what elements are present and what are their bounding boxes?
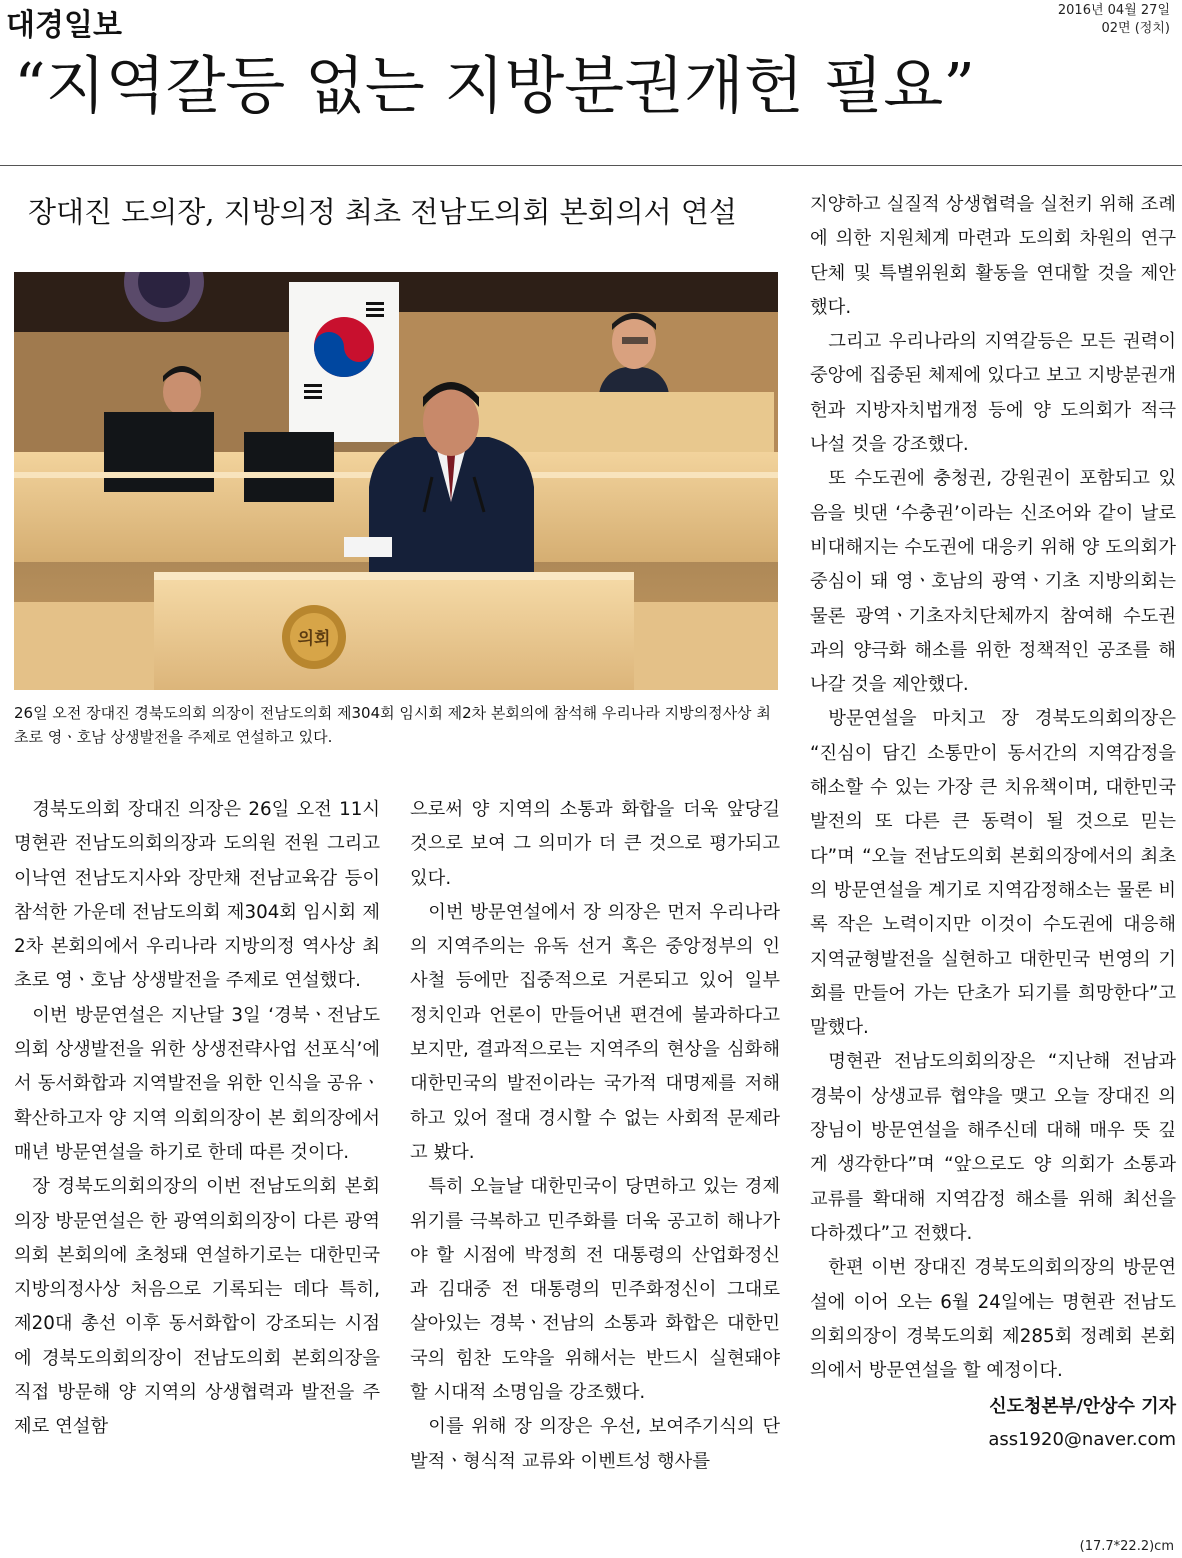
paragraph: 한편 이번 장대진 경북도의회의장의 방문연설에 이어 오는 6월 24일에는 명현관 전남도의회의장이 경북도의회 제285회 정례회 본회의에서 방문연설을 할 예정이다. xyxy=(810,1257,1176,1382)
paragraph: 방문연설을 마치고 장 경북도의회의장은 “진심이 담긴 소통만이 동서간의 지역감정을 해소할 수 있는 가장 큰 치유책이며, 대한민국 발전의 또 다른 큰 동력이 될 것으로 믿는다”며 “오늘 전남도의회 본회의장에서의 최초의 방문연설을 계기로 지역감정해소는 물론 비록 작은 노력이지만 이것이 수도권에 대응해 지역균형발전을 실현하고 대한민국 번영의 기회를 만들어 가는 단초가 되기를 희망한다”고 말했다. xyxy=(810,708,1176,1039)
paragraph-continued: 으로써 양 지역의 소통과 화합을 더욱 앞당길 것으로 보여 그 의미가 더 큰 것으로 평가되고 있다. xyxy=(410,799,780,889)
podium xyxy=(154,572,634,690)
council-emblem xyxy=(282,605,346,669)
paragraph: 이번 방문연설은 지난달 3일 ‘경북ㆍ전남도의회 상생발전을 위한 상생전략사업 선포식’에서 동서화합과 지역발전을 위한 인식을 공유ㆍ확산하고자 양 지역 의회의장이 본 회의장에서 매년 방문연설을 하기로 한데 따른 것이다. xyxy=(14,1004,380,1163)
photo-illustration xyxy=(14,272,778,690)
article-column-2 xyxy=(410,793,780,1479)
paragraph: 이번 방문연설에서 장 의장은 먼저 우리나라의 지역주의는 유독 선거 혹은 중앙정부의 인사철 등에만 집중적으로 거론되고 있어 일부 정치인과 언론이 만들어낸 편견에 불과하다고 보지만, 결과적으로는 지역주의 현상을 심화해 대한민국의 발전이라는 국가적 대명제를 저해하고 있어 절대 경시할 수 없는 사회적 문제라고 봤다. xyxy=(410,901,780,1163)
clipping-size: (17.7*22.2)cm xyxy=(1079,1539,1174,1554)
paragraph: 이를 위해 장 의장은 우선, 보여주기식의 단발적ㆍ형식적 교류와 이벤트성 행사를 xyxy=(410,1416,780,1472)
paragraph: 그리고 우리나라의 지역갈등은 모든 권력이 중앙에 집중된 체제에 있다고 보고 지방분권개헌과 지방자치법개정 등에 양 도의회가 적극 나설 것을 강조했다. xyxy=(810,331,1176,456)
paragraph: 장 경북도의회의장의 이번 전남도의회 본회의장 방문연설은 한 광역의회의장이 다른 광역의회 본회의에 초청돼 연설하기로는 대한민국 지방의정사상 처음으로 기록되는 데다 특히, 제20대 총선 이후 동서화합이 강조되는 시점에 경북도의회의장이 전남도의회 본회의장을 직접 방문해 양 지역의 상생협력과 발전을 주제로 연설함 xyxy=(14,1176,380,1438)
reporter-email[interactable]: ass1920@naver.com xyxy=(988,1428,1176,1450)
photo-caption: 26일 오전 장대진 경북도의회 의장이 전남도의회 제304회 임시회 제2차 본회의에 참석해 우리나라 지방의정사상 최초로 영ㆍ호남 상생발전을 주제로 연설하고 있다. xyxy=(14,704,771,746)
paragraph-continued: 지양하고 실질적 상생협력을 실천키 위해 조례에 의한 지원체계 마련과 도의회 차원의 연구단체 및 특별위원회 활동을 연대할 것을 제안했다. xyxy=(810,194,1176,318)
issue-date: 2016년 04월 27일 xyxy=(1057,3,1170,18)
paragraph: 경북도의회 장대진 의장은 26일 오전 11시 명현관 전남도의회의장과 도의원 전원 그리고 이낙연 전남도지사와 장만채 전남교육감 등이 참석한 가운데 전남도의회 제304회 임시회 제2차 본회의에서 우리나라 지방의정 역사상 최초로 영ㆍ호남 상생발전을 주제로 연설했다. xyxy=(14,799,380,992)
dateline xyxy=(1058,2,1170,38)
page-section: 02면 (정치) xyxy=(1101,21,1170,36)
paragraph: 명현관 전남도의회의장은 “지난해 전남과 경북이 상생교류 협약을 맺고 오늘 장대진 의장님이 방문연설을 해주신데 대해 매우 뜻 깊게 생각한다”며 “앞으로도 양 의회가 소통과 교류를 확대해 지역감정 해소를 위해 최선을 다하겠다”고 전했다. xyxy=(810,1051,1176,1244)
headline: “지역갈등 없는 지방분권개헌 필요” xyxy=(14,49,976,122)
paragraph: 특히 오늘날 대한민국이 당면하고 있는 경제위기를 극복하고 민주화를 더욱 공고히 해나가야 할 시점에 박정희 전 대통령의 산업화정신과 김대중 전 대통령의 민주화정신이 그대로 살아있는 경북ㆍ전남의 소통과 화합은 대한민국의 힘찬 도약을 위해서는 반드시 실현돼야 할 시대적 소명임을 강조했다. xyxy=(410,1176,780,1404)
emblem-text: 의회 xyxy=(297,629,331,649)
news-photo xyxy=(14,272,778,690)
monitor-left xyxy=(104,412,214,492)
masthead: 대경일보 xyxy=(6,8,122,43)
article-column-1 xyxy=(14,793,380,1445)
headline-divider xyxy=(0,165,1182,166)
byline: 신도청본부/안상수 기자 xyxy=(989,1396,1176,1418)
paragraph: 또 수도권에 충청권, 강원권이 포함되고 있음을 빗댄 ‘수충권’이라는 신조어와 같이 날로 비대해지는 수도권에 대응키 위해 양 도의회가 중심이 돼 영ㆍ호남의 광역ㆍ기초 지방의회는 물론 광역ㆍ기초자치단체까지 참여해 수도권과의 양극화 해소를 위한 정책적인 공조를 해나갈 것을 제안했다. xyxy=(810,468,1176,696)
article-column-3 xyxy=(810,188,1176,1455)
subheadline: 장대진 도의장, 지방의정 최초 전남도의회 본회의서 연설 xyxy=(28,195,737,229)
